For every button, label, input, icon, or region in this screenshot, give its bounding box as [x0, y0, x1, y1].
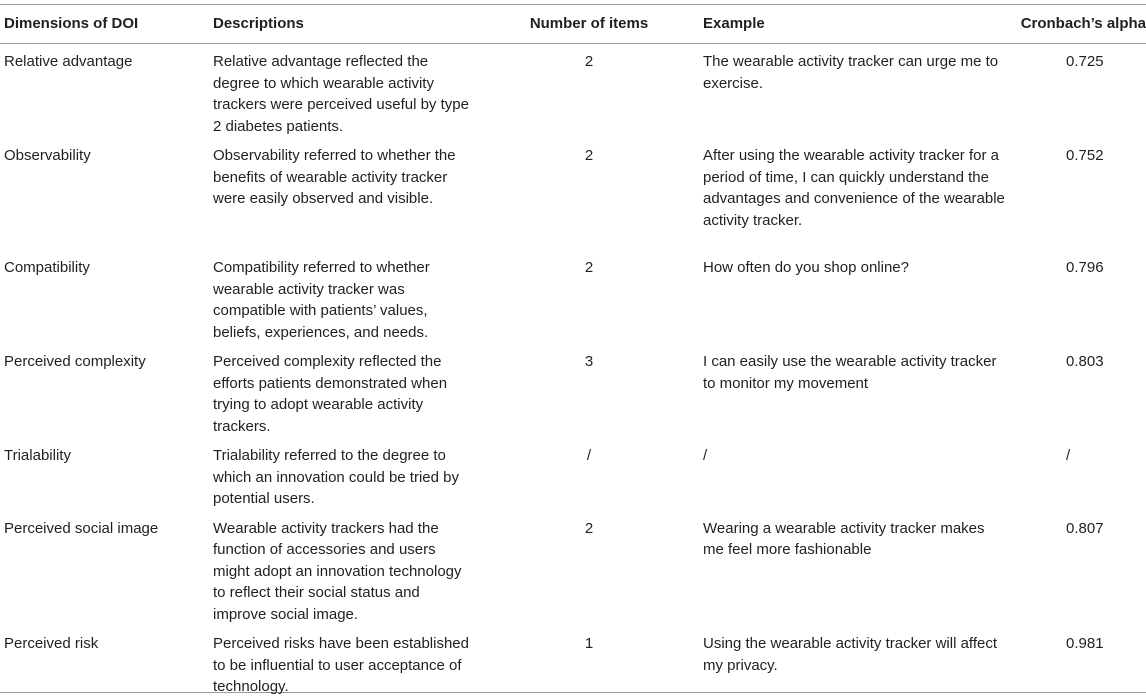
- cell-items: 3: [584, 353, 594, 370]
- cell-example: Wearing a wearable activity tracker makes me feel more fashionable: [703, 519, 985, 558]
- cell-example: Using the wearable activity tracker will affect my privacy.: [703, 635, 998, 674]
- header-description: Descriptions: [213, 15, 304, 33]
- cell-example: After using the wearable activity tracker for a period of time, I can quickly understand the advantages and convenience of the wearable activity tracker.: [703, 147, 1005, 229]
- cell-alpha: 0.807: [1066, 519, 1104, 537]
- cell-dimension: Perceived social image: [4, 519, 159, 537]
- table-row: [0, 625, 1146, 698]
- cell-dimension: Trialability: [4, 447, 71, 464]
- cell-alpha: 0.725: [1066, 53, 1104, 70]
- header-row: [0, 5, 1146, 43]
- cell-alpha: 0.981: [1066, 635, 1104, 652]
- cell-dimension: Observability: [4, 147, 91, 164]
- cell-description: Wearable activity trackers had the function of accessories and users might adopt an innovation technology to reflect their social status and improve social image.: [213, 519, 462, 623]
- cell-alpha: 0.803: [1066, 353, 1104, 370]
- cell-items: 2: [584, 519, 594, 537]
- header-example: Example: [703, 15, 765, 33]
- cell-description: Compatibility referred to whether wearable activity tracker was compatible with patients’ values, beliefs, experiences, and needs.: [213, 259, 430, 341]
- table-row: [0, 137, 1146, 249]
- cell-alpha: 0.752: [1066, 147, 1104, 164]
- cell-example: /: [703, 447, 708, 464]
- table-row: [0, 43, 1146, 137]
- header-items: Number of items: [529, 15, 649, 33]
- cell-example: I can easily use the wearable activity tracker to monitor my movement: [703, 353, 997, 392]
- table-row: [0, 510, 1146, 626]
- cell-dimension: Compatibility: [4, 259, 90, 276]
- cell-example: The wearable activity tracker can urge me to exercise.: [703, 53, 999, 92]
- cell-items: 2: [584, 53, 594, 70]
- cell-items: 2: [584, 259, 594, 276]
- table-row: [0, 249, 1146, 343]
- cell-items: 1: [584, 635, 594, 652]
- cell-description: Perceived complexity reflected the efforts patients demonstrated when trying to adopt wearable activity trackers.: [213, 353, 448, 435]
- cell-dimension: Relative advantage: [4, 53, 133, 70]
- header-dimension: Dimensions of DOI: [4, 15, 139, 33]
- data-table: [0, 5, 1146, 698]
- cell-example: How often do you shop online?: [703, 259, 909, 276]
- header-alpha: Cronbach’s alpha: [1020, 15, 1146, 33]
- cell-items: /: [586, 447, 592, 464]
- cell-dimension: Perceived risk: [4, 635, 99, 652]
- cell-alpha: /: [1066, 447, 1071, 464]
- cell-description: Relative advantage reflected the degree to which wearable activity trackers were perceived useful by type 2 diabetes patients.: [213, 53, 469, 135]
- cell-alpha: 0.796: [1066, 259, 1104, 276]
- cell-description: Observability referred to whether the benefits of wearable activity tracker were easily observed and visible.: [213, 147, 456, 207]
- cell-dimension: Perceived complexity: [4, 353, 146, 370]
- cell-description: Perceived risks have been established to be influential to user acceptance of technology.: [213, 635, 469, 695]
- cell-description: Trialability referred to the degree to which an innovation could be tried by potential users.: [213, 447, 459, 507]
- cell-items: 2: [584, 147, 594, 164]
- table-row: [0, 343, 1146, 437]
- table-row: [0, 437, 1146, 510]
